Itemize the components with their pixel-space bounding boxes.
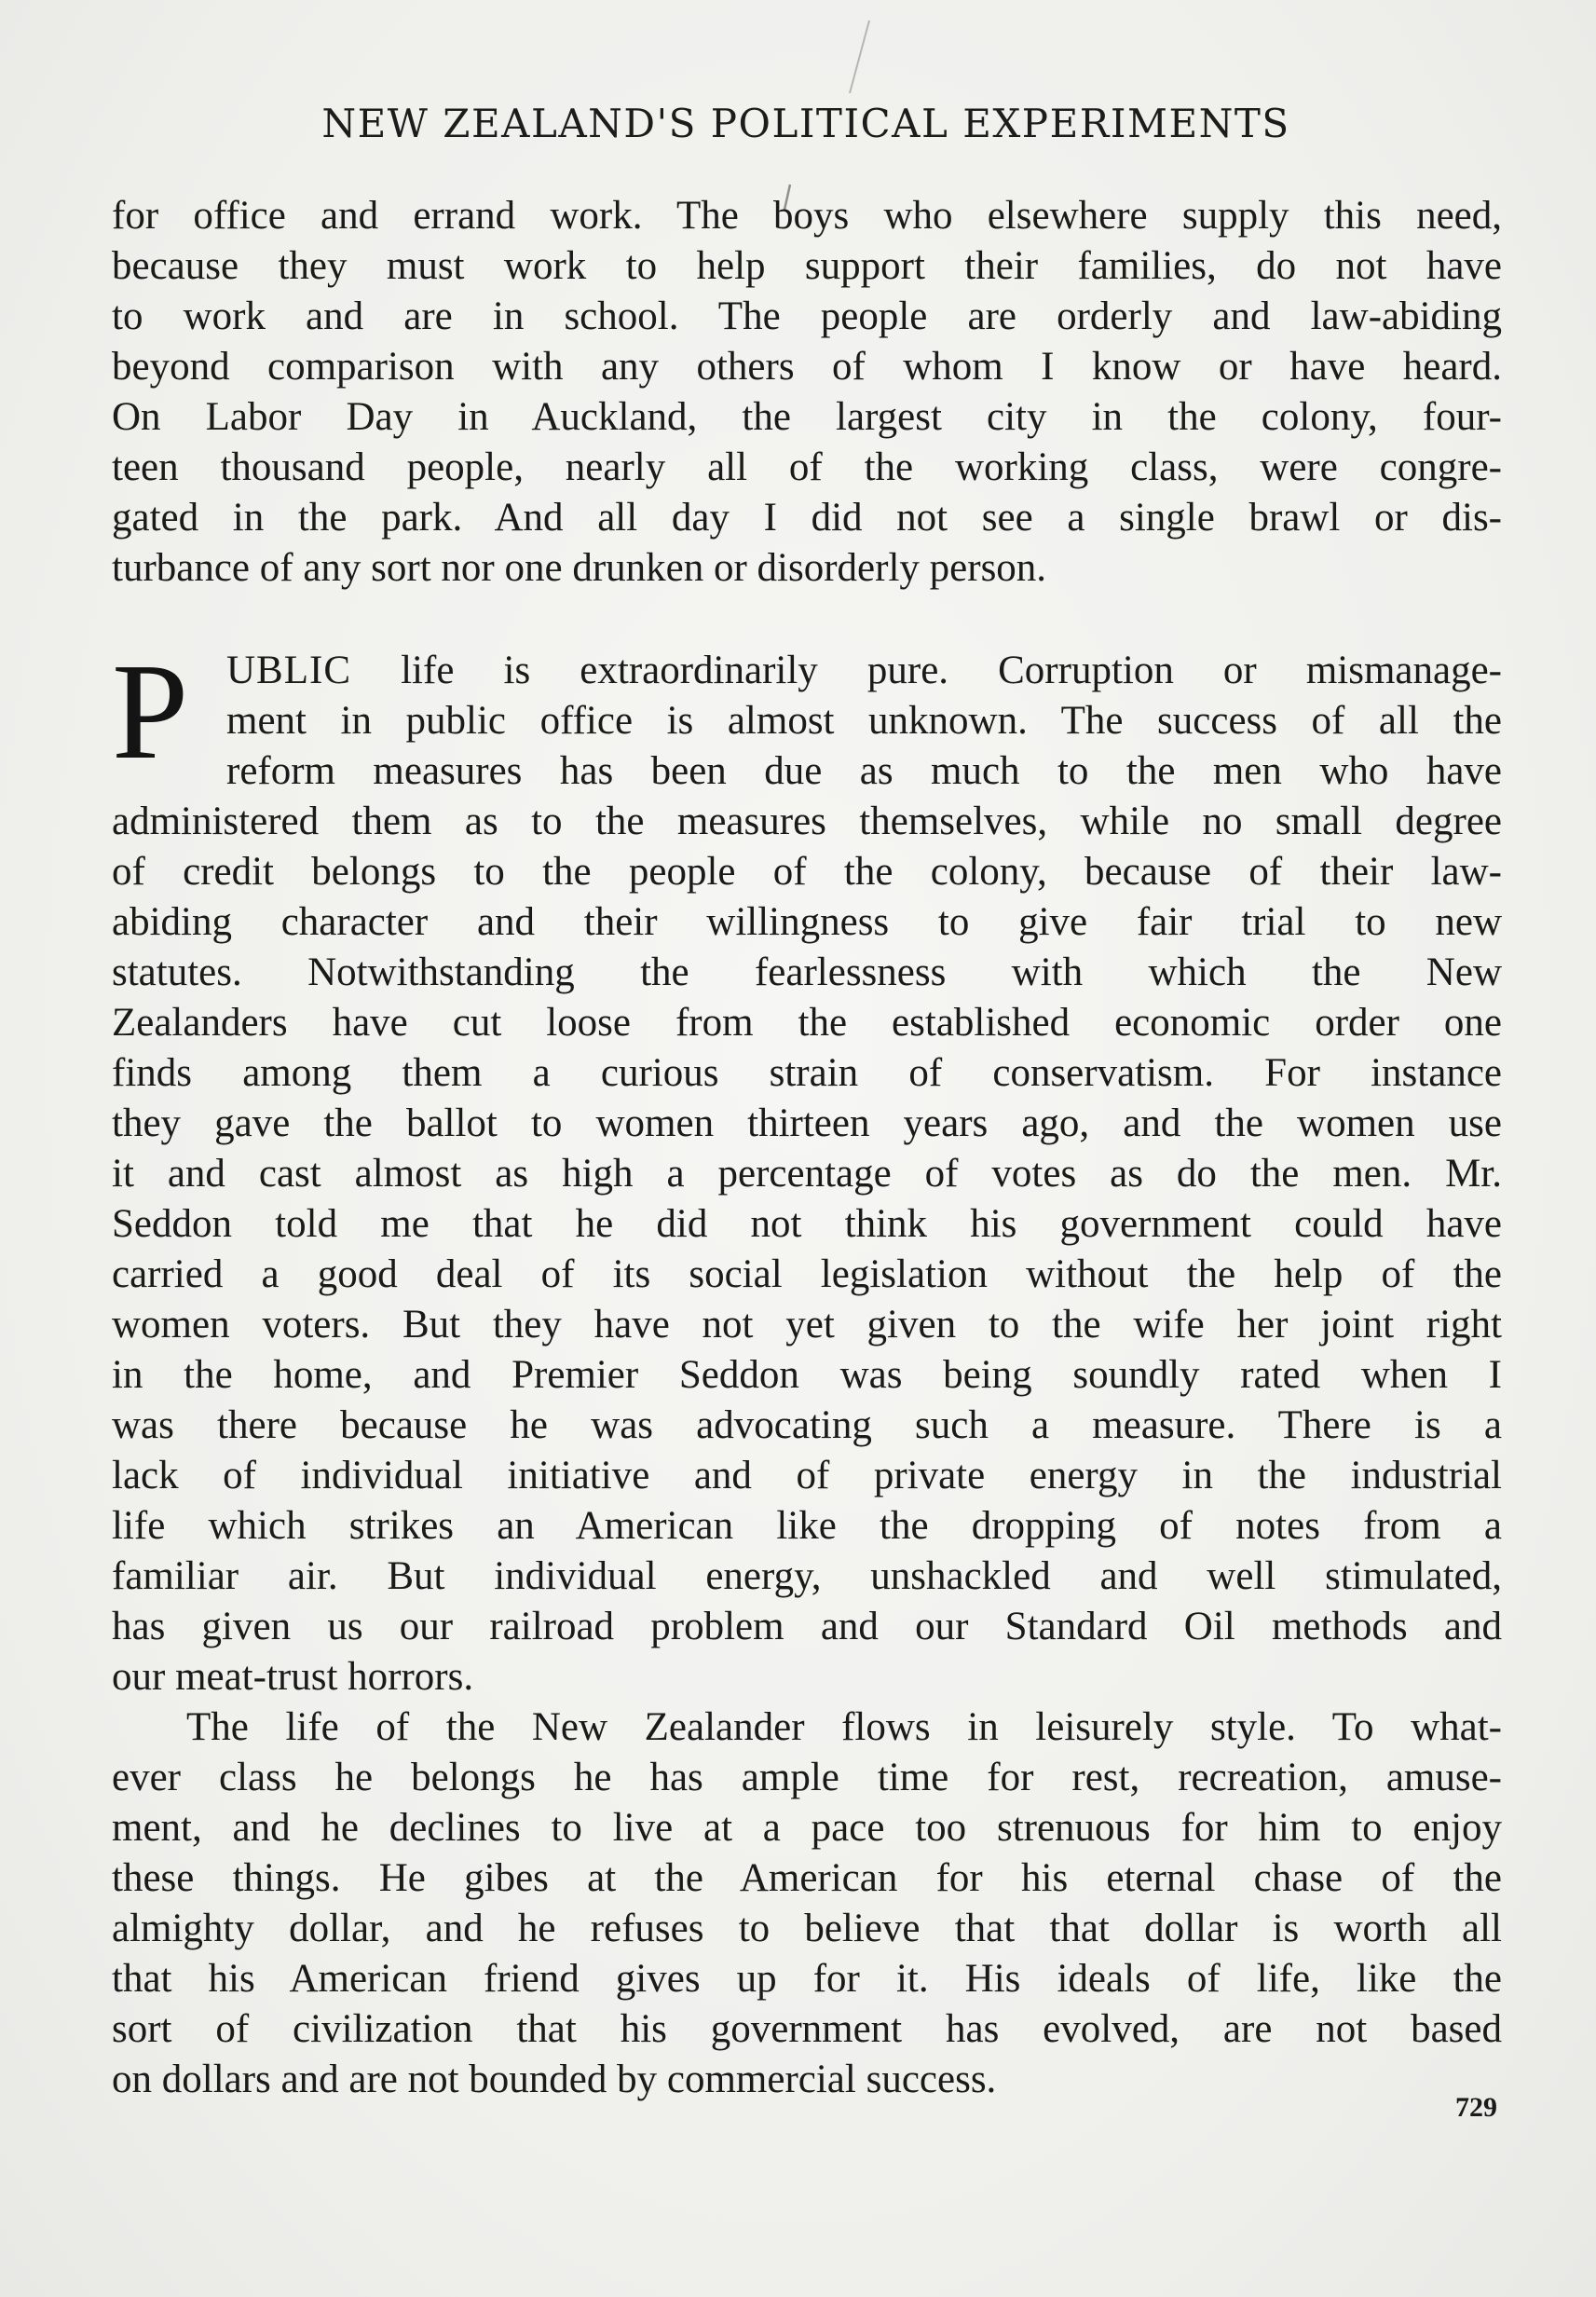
text-line: beyond comparison with any others of whom I know or have heard. xyxy=(112,345,1502,389)
running-head: NEW ZEALAND'S POLITICAL EXPERIMENTS xyxy=(321,101,1290,146)
text-line: Seddon told me that he did not think his government could have xyxy=(112,1202,1502,1246)
text-line: abiding character and their willingness to give fair trial to new xyxy=(112,900,1502,944)
text-line: turbance of any sort nor one drunken or disorderly person. xyxy=(112,546,1047,590)
text-line: administered them as to the measures themselves, while no small degree xyxy=(112,800,1502,843)
text-line: because they must work to help support their families, do not have xyxy=(112,244,1502,288)
text-line: reform measures has been due as much to the men who have xyxy=(226,749,1502,793)
text-line: gated in the park. And all day I did not see a single brawl or dis- xyxy=(112,496,1502,540)
first-line-rest: life is extraordinarily pure. Corruption or mismanage- xyxy=(401,649,1503,692)
drop-cap: P xyxy=(112,636,189,788)
text-line: statutes. Notwithstanding the fearlessness with which the New xyxy=(112,950,1502,994)
text-line: has given us our railroad problem and our Standard Oil methods and xyxy=(112,1605,1502,1648)
text-line: lack of individual initiative and of private energy in the industrial xyxy=(112,1454,1502,1497)
text-line: for office and errand work. The boys who elsewhere supply this need, xyxy=(112,194,1502,238)
page-number: 729 xyxy=(1455,2092,1497,2123)
text-line: almighty dollar, and he refuses to believe that that dollar is worth all xyxy=(112,1907,1502,1950)
text-line: ever class he belongs he has ample time for rest, recreation, amuse- xyxy=(112,1756,1502,1799)
text-line: they gave the ballot to women thirteen years ago, and the women use xyxy=(112,1101,1502,1145)
text-line: of credit belongs to the people of the colony, because of their law- xyxy=(112,850,1502,894)
text-line: ment, and he declines to live at a pace too strenuous for him to enjoy xyxy=(112,1806,1502,1850)
paragraph-2 xyxy=(112,646,1502,1702)
text-line: finds among them a curious strain of conservatism. For instance xyxy=(112,1051,1502,1095)
paragraph-1 xyxy=(112,191,1502,594)
text-line-first xyxy=(112,646,1502,696)
text-line: our meat-trust horrors. xyxy=(112,1655,474,1699)
text-line: these things. He gibes at the American for his eternal chase of the xyxy=(112,1856,1502,1900)
text-line: teen thousand people, nearly all of the working class, were congre- xyxy=(112,445,1502,489)
text-line: The life of the New Zealander flows in leisurely style. To what- xyxy=(186,1705,1502,1749)
section-break xyxy=(112,594,1502,646)
text-line: sort of civilization that his government has evolved, are not based xyxy=(112,2007,1502,2051)
text-line: life which strikes an American like the dropping of notes from a xyxy=(112,1504,1502,1548)
text-line: was there because he was advocating such a measure. There is a xyxy=(112,1403,1502,1447)
text-line: to work and are in school. The people are orderly and law-abiding xyxy=(112,294,1502,338)
body-text xyxy=(112,191,1502,2105)
opening-word: UBLIC xyxy=(226,649,351,692)
text-line: familiar air. But individual energy, unshackled and well stimulated, xyxy=(112,1554,1502,1598)
paragraph-3 xyxy=(112,1702,1502,2105)
text-line: that his American friend gives up for it. His ideals of life, like the xyxy=(112,1957,1502,2001)
text-line: in the home, and Premier Seddon was being soundly rated when I xyxy=(112,1353,1502,1397)
text-line: Zealanders have cut loose from the established economic order one xyxy=(112,1001,1502,1045)
text-line: carried a good deal of its social legislation without the help of the xyxy=(112,1252,1502,1296)
text-line: ment in public office is almost unknown. The success of all the xyxy=(226,699,1502,743)
text-line: women voters. But they have not yet given to the wife her joint right xyxy=(112,1303,1502,1347)
text-line: on dollars and are not bounded by commercial success. xyxy=(112,2058,997,2101)
text-line: it and cast almost as high a percentage of votes as do the men. Mr. xyxy=(112,1152,1502,1196)
text-line: On Labor Day in Auckland, the largest city in the colony, four- xyxy=(112,395,1502,439)
